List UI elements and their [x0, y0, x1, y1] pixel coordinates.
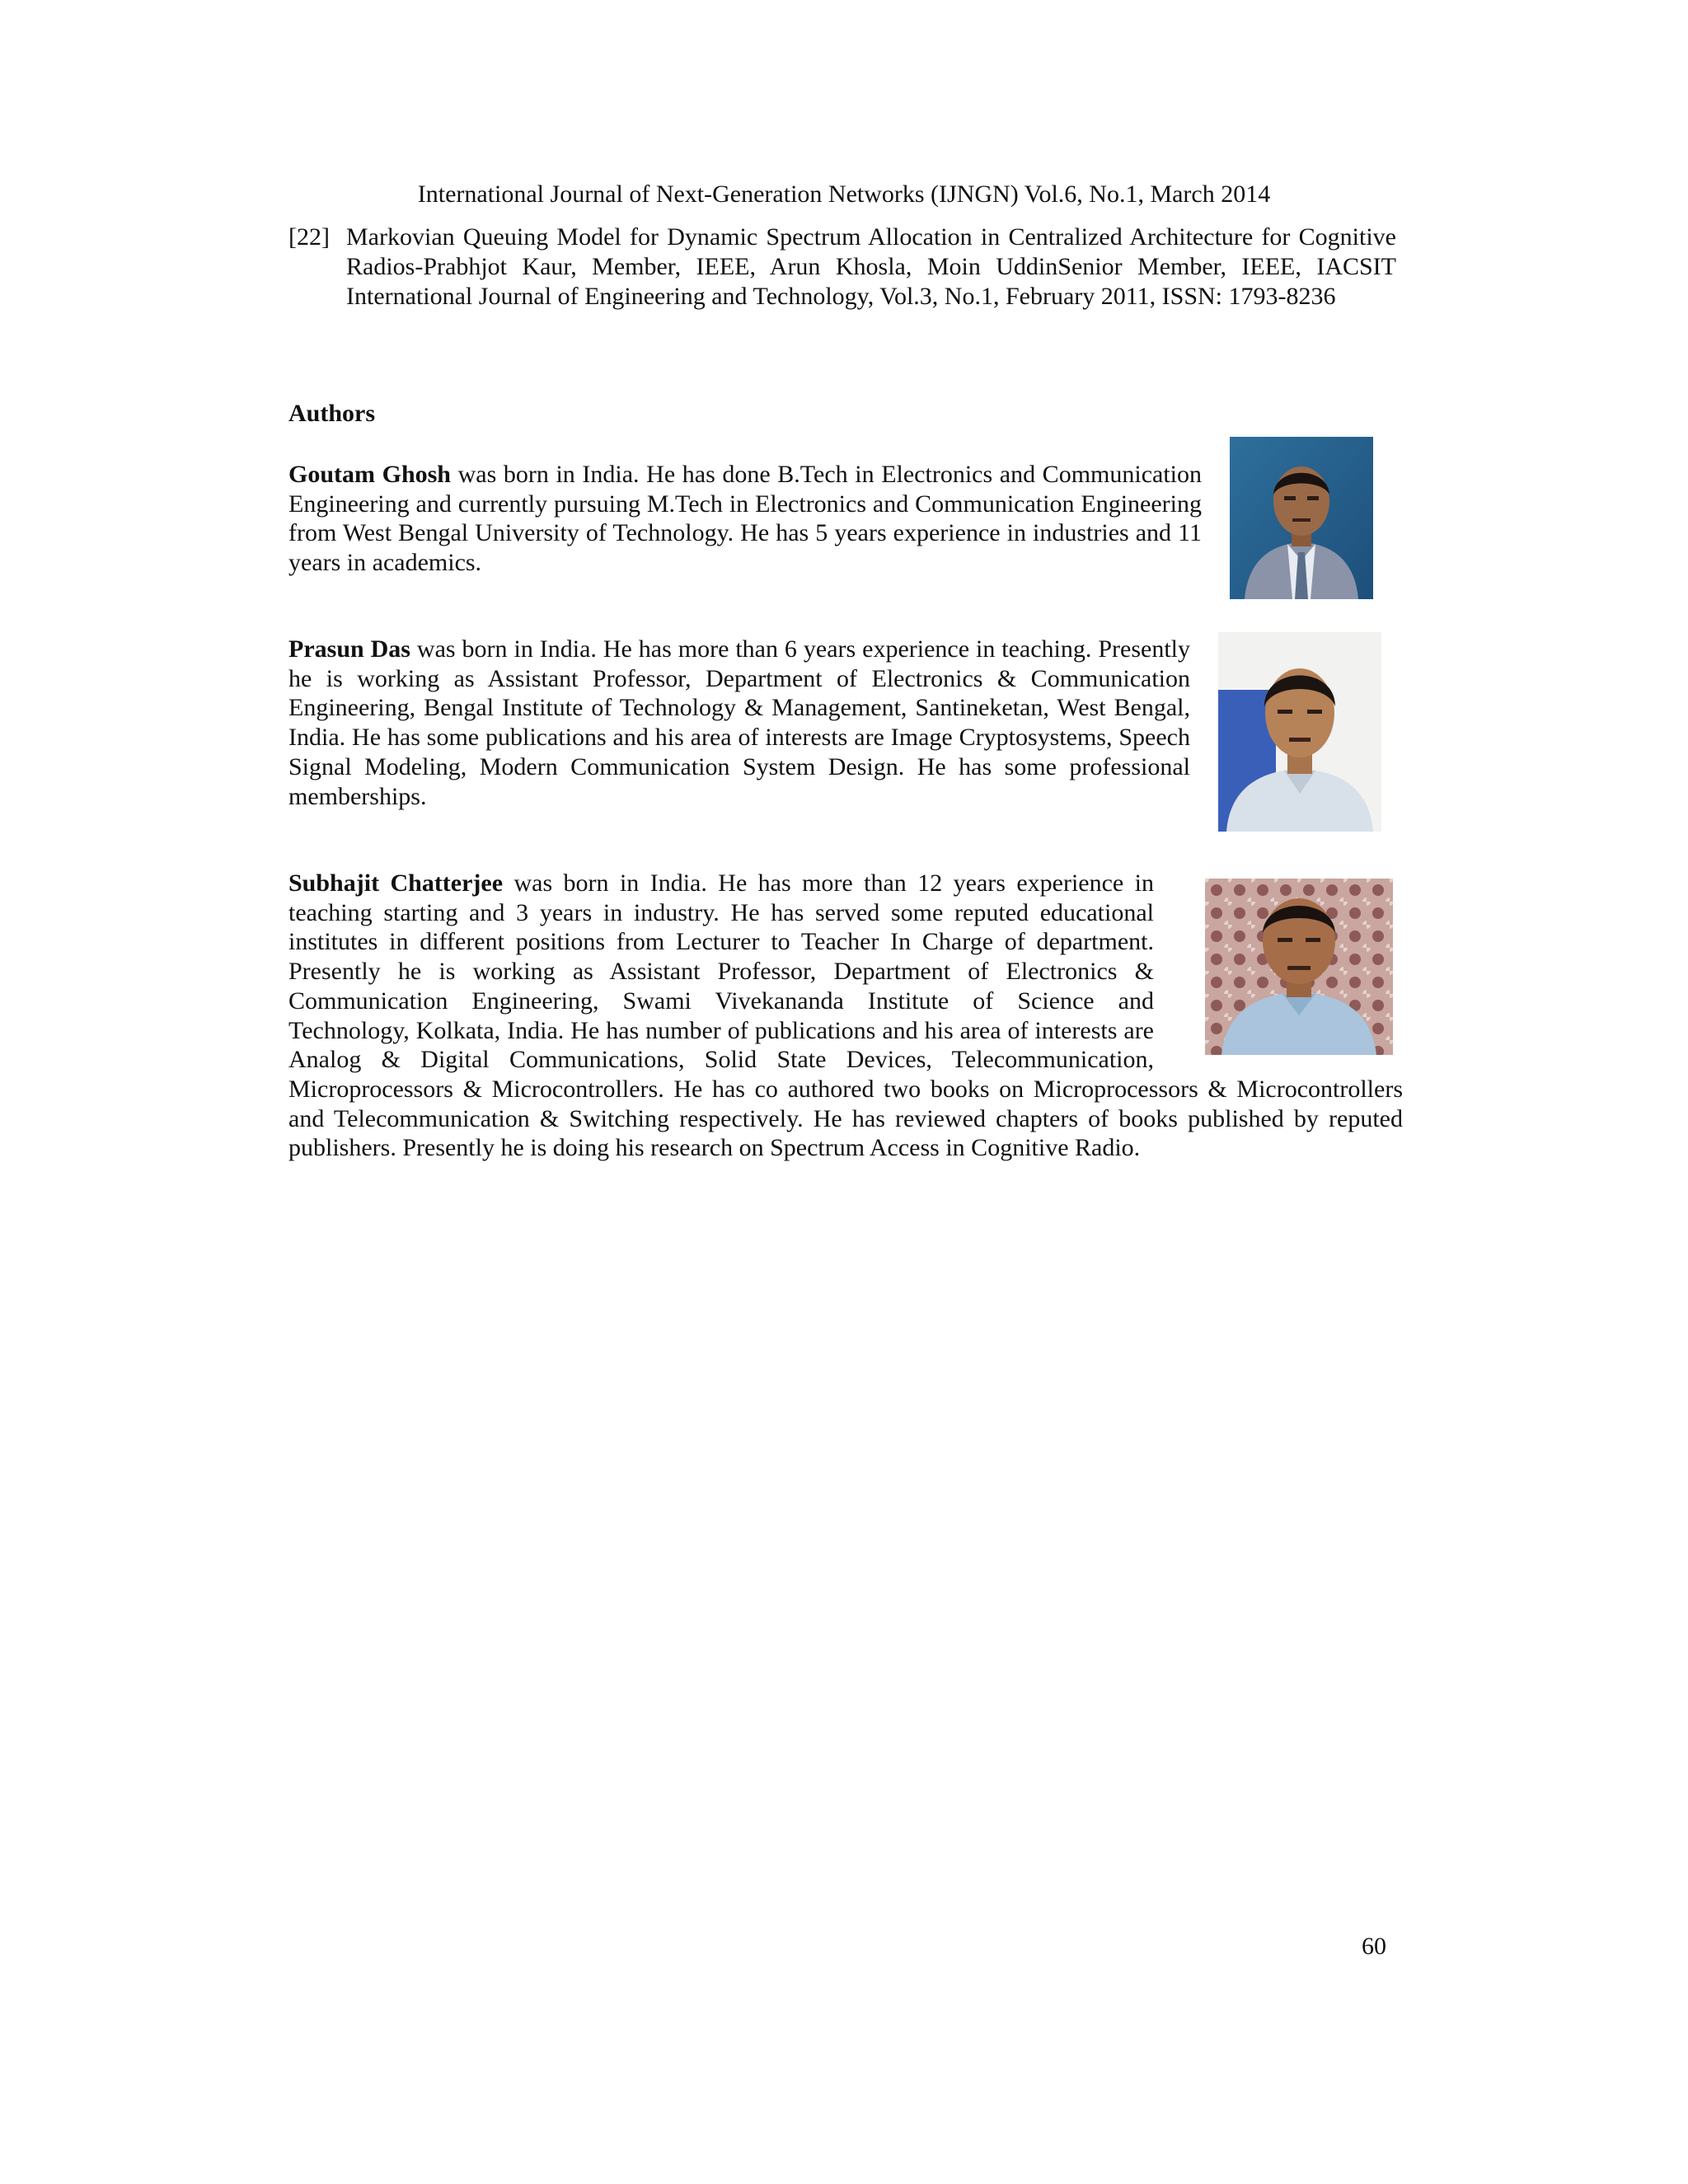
reference-text: Markovian Queuing Model for Dynamic Spectrum Allocation in Centralized Architecture for Cognitive Radios-Prabhjot Kaur, Member, IEEE, Arun Khosla, Moin UddinSenior Member, IEEE, IACSIT International Journal of Engineering and Technology, Vol.3, No.1, February 2011, ISSN: 1793-8236 [346, 223, 1396, 310]
running-header: International Journal of Next-Generation Networks (IJNGN) Vol.6, No.1, March 2014 [417, 180, 1271, 208]
author-photo-3 [1205, 879, 1393, 1055]
reference-entry [288, 223, 1396, 312]
reference-number: [22] [288, 223, 330, 251]
author-bio-2 [288, 635, 1190, 811]
author-bio-text-2: was born in India. He has more than 6 years experience in teaching. Presently he is working as Assistant Professor, Department of Electronics & Communication Engineering, Bengal Institute of Technology & Management, Santineketan, West Bengal, India. He has some publications and his area of interests are Image Cryptosystems, Speech Signal Modeling, Modern Communication System Design. He has some professional memberships. [288, 635, 1190, 810]
author-photo-1 [1230, 437, 1373, 599]
author-name-3: Subhajit Chatterjee [288, 869, 504, 897]
author-bio-text-3: was born in India. He has more than 12 years experience in teaching starting and 3 years in industry. He has served some reputed educational institutes in different positions from Lecturer to Teacher In Charge of department. Presently he is working as Assistant Professor, Department of Electronics & Communication Engineering, Swami Vivekananda Institute of Science and Technology, Kolkata, India. He has number of publications and his area of interests are Analog & Digital Communications, Solid State Devices, Telecommunication, Microprocessors & Microcontrollers. He has co authored two books on Microprocessors & Microcontrollers and Telecommunication & Switching respectively. He has reviewed chapters of books published by reputed publishers. Presently he is doing his research on Spectrum Access in Cognitive Radio. [288, 869, 1403, 1162]
author-name-1: Goutam Ghosh [288, 461, 451, 488]
author-bio-text-1: was born in India. He has done B.Tech in Electronics and Communication Engineering and currently pursuing M.Tech in Electronics and Communication Engineering from West Bengal University of Technology. He has 5 years experience in industries and 11 years in academics. [288, 461, 1202, 577]
page-number: 60 [1362, 1933, 1386, 1960]
author-bio-1 [288, 460, 1202, 578]
authors-heading: Authors [288, 400, 376, 427]
author-photo-2 [1218, 632, 1381, 832]
author-name-2: Prasun Das [288, 635, 410, 663]
